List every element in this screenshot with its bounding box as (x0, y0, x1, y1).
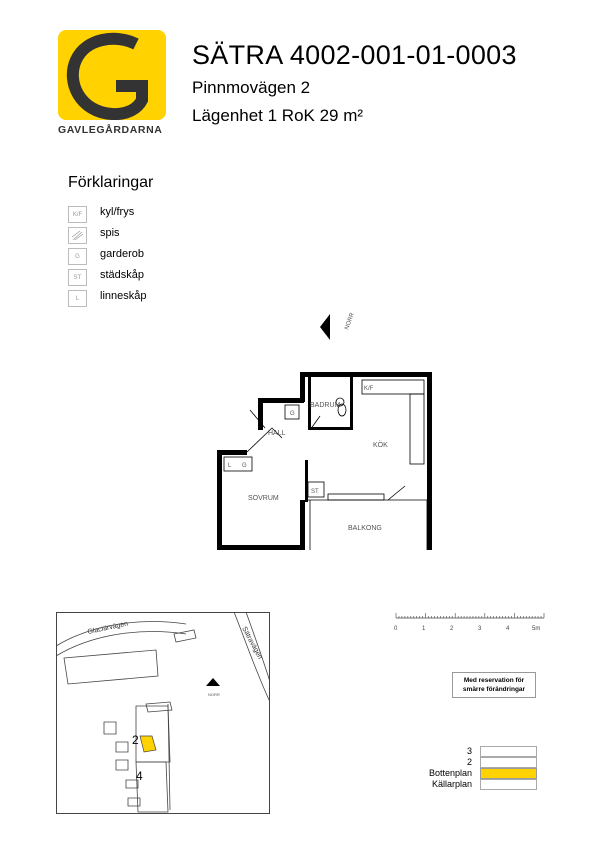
floor-label: Källarplan (431, 779, 472, 789)
legend-title: Förklaringar (68, 174, 154, 191)
room-label-balkong: BALKONG (348, 525, 382, 532)
scale-tick-5: 5m (532, 626, 541, 632)
floor-plan (210, 310, 450, 560)
floor-box (480, 746, 537, 757)
legend-item-kyl-frys (68, 206, 208, 224)
room-label-kok: KÖK (373, 442, 388, 449)
scale-tick-2: 2 (450, 626, 454, 632)
floor-box (480, 779, 537, 790)
scale-bar (390, 608, 550, 638)
reservation-line1: Med reservation för (463, 677, 525, 684)
room-label-hall: HALL (268, 430, 286, 437)
legend-item-stadskap (68, 269, 208, 287)
street-address: Pinnmovägen 2 (192, 78, 311, 97)
marker-g-sovrum: G (242, 463, 247, 469)
legend-item-linneskap (68, 290, 208, 308)
scale-tick-3: 3 (478, 626, 482, 632)
walls (217, 372, 432, 550)
stove-icon (68, 227, 87, 244)
legend-item-garderob (68, 248, 208, 266)
north-label: NORR (344, 312, 356, 331)
site-north-label: NORR (208, 692, 220, 697)
wardrobe-icon: G (68, 248, 87, 265)
legend-label: städskåp (100, 269, 145, 281)
apartment-info: Lägenhet 1 RoK 29 m² (192, 106, 364, 125)
floor-box (480, 757, 537, 768)
property-title: SÄTRA 4002-001-01-0003 (192, 40, 517, 70)
building-number-4: 4 (136, 769, 143, 783)
reservation-note (452, 672, 536, 698)
marker-g-hall: G (290, 411, 295, 417)
floor-row-kallarplan (380, 779, 540, 791)
floor-label: 2 (466, 757, 472, 767)
scale-tick-1: 1 (422, 626, 426, 632)
fridge-freezer-icon: K/F (68, 206, 87, 223)
cleaning-cabinet-icon: ST (68, 269, 87, 286)
gavlegardarna-logo (58, 30, 166, 120)
marker-l: L (228, 463, 232, 469)
room-label-sovrum: SOVRUM (248, 495, 279, 502)
reservation-line2: smärre förändringar (462, 686, 526, 693)
legend-label: spis (100, 227, 120, 239)
site-map (56, 612, 270, 814)
building-number-2: 2 (132, 733, 139, 747)
marker-kf: K/F (364, 386, 374, 392)
legend-label: kyl/frys (100, 206, 135, 218)
marker-st: ST (311, 489, 319, 495)
road-label-glaciarvagen: Glaciärvägen (86, 620, 129, 636)
linen-cabinet-icon: L (68, 290, 87, 307)
room-label-badrum: BADRUM (310, 402, 341, 409)
floor-label: Bottenplan (428, 768, 472, 778)
legend-label: linneskåp (100, 290, 147, 302)
road-label-satravagen: Sätravägen (240, 625, 264, 661)
legend-item-spis (68, 227, 208, 245)
legend-label: garderob (100, 248, 145, 260)
logo-text: GAVLEGÅRDARNA (58, 124, 163, 136)
north-arrow-icon (320, 311, 356, 340)
scale-tick-0: 0 (394, 626, 398, 632)
floor-box-active (480, 768, 537, 779)
floor-label: 3 (466, 746, 472, 756)
scale-tick-4: 4 (506, 626, 510, 632)
